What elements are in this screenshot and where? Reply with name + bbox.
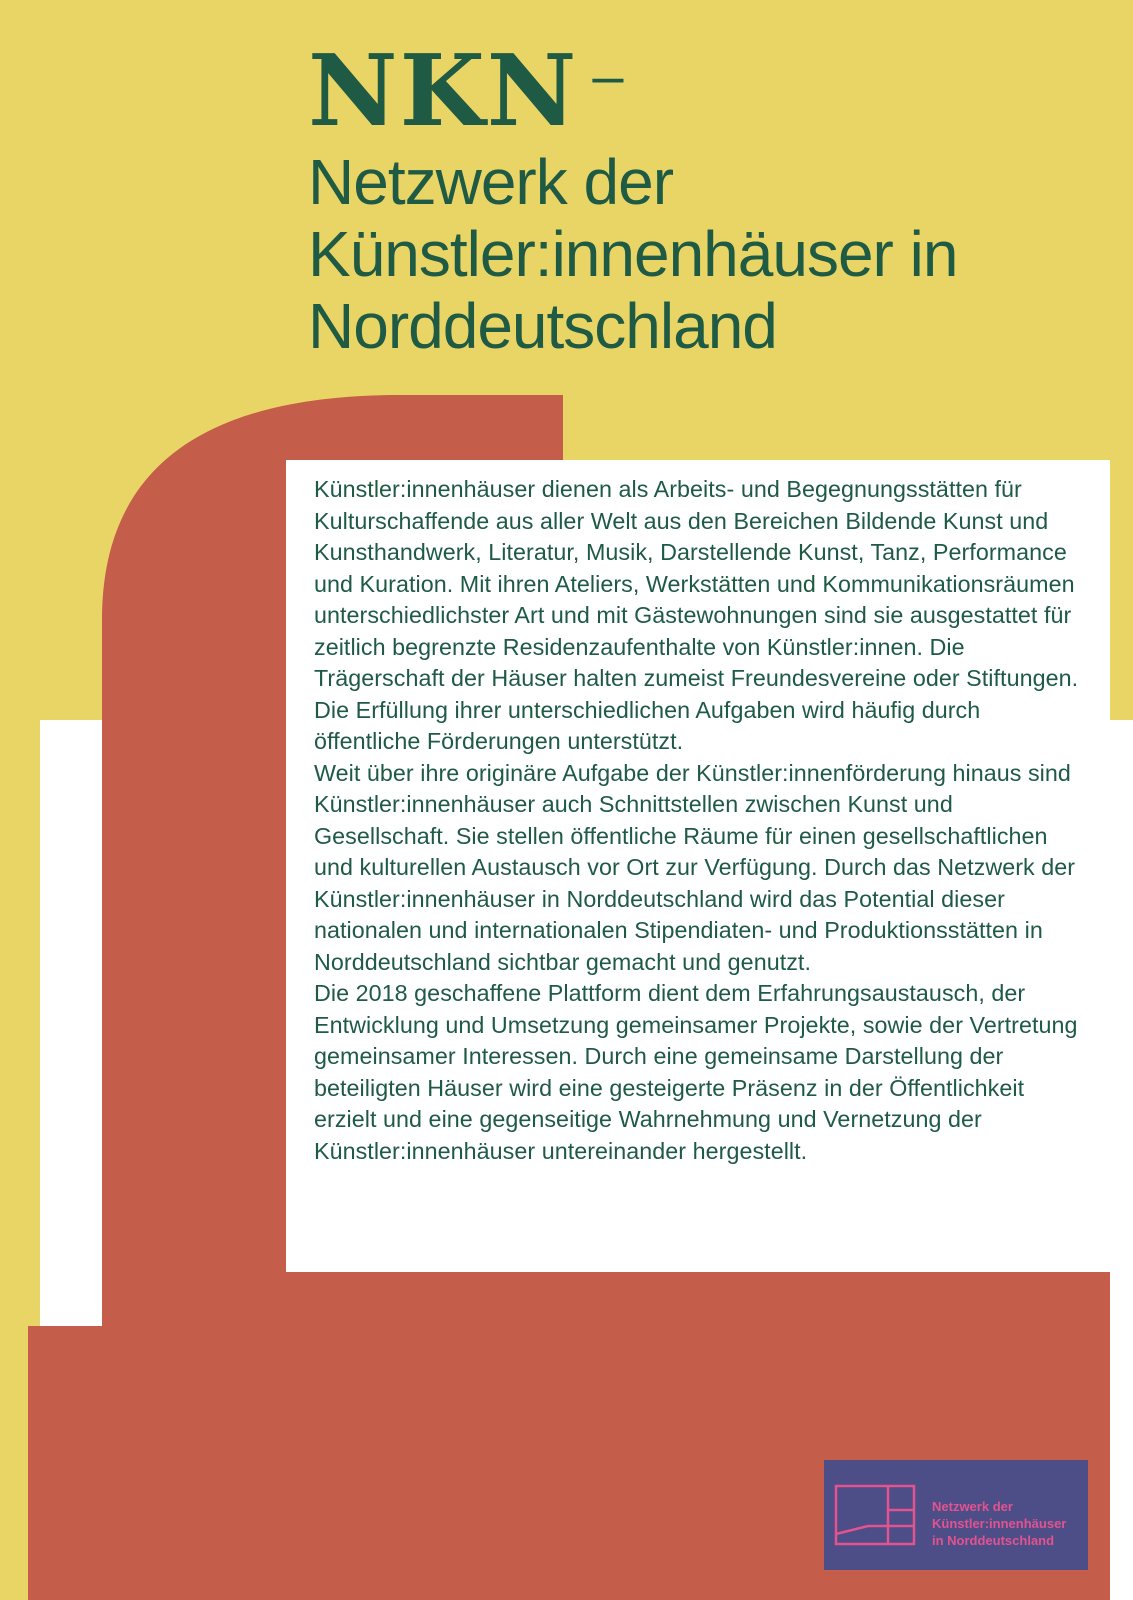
- title-acronym: NKN: [308, 34, 579, 149]
- title-line: [308, 34, 957, 149]
- body-paragraph-3: Die 2018 geschaffene Plattform dient dem Erfahrungsaustausch, der Entwicklung und Umsetzung gemeinsamer Projekte, sowie der Vertretung gemeinsamer Interessen. Durch eine gemeinsame Darstellung der beteiligten Häuser wird eine gesteigerte Präsenz in der Öffentlichkeit erzielt und eine gegenseitige Wahrnehmung und Vernetzung der Künstler:innenhäuser untereinander hergestellt.: [314, 980, 1078, 1164]
- house-outline-icon: [834, 1484, 916, 1548]
- terracotta-step: [28, 1326, 108, 1600]
- nkn-logo: [824, 1460, 1088, 1570]
- subtitle: [308, 146, 957, 362]
- logo-text: [932, 1498, 1066, 1549]
- subtitle-line-2: Künstler:innenhäuser in: [308, 218, 958, 290]
- title-dash: –: [592, 44, 624, 107]
- subtitle-line-3: Norddeutschland: [308, 290, 777, 362]
- text-card: [286, 460, 1110, 1272]
- subtitle-line-1: Netzwerk der: [308, 146, 673, 218]
- body-paragraph-1: Künstler:innenhäuser dienen als Arbeits- und Begegnungsstätten für Kulturschaffende aus aller Welt aus den Bereichen Bildende Kunst und Kunsthandwerk, Literatur, Musik, Darstellende Kunst, Tanz, Performance und Kuration. Mit ihren Ateliers, Werkstätten und Kommunikationsräumen unterschiedlichster Art und mit Gästewohnungen sind sie ausgestattet für zeitlich begrenzte Residenzaufenthalte von Künstler:innen. Die Trägerschaft der Häuser halten zumeist Freundesvereine oder Stiftungen. Die Erfüllung ihrer unterschiedlichen Aufgaben wird häufig durch öffentliche Förderungen unterstützt.: [314, 476, 1079, 754]
- logo-text-line-2: Künstler:innenhäuser: [932, 1516, 1067, 1531]
- title-block: [308, 34, 958, 362]
- logo-text-line-3: in Norddeutschland: [932, 1533, 1055, 1548]
- logo-text-line-1: Netzwerk der: [932, 1499, 1013, 1514]
- body-paragraph-2: Weit über ihre originäre Aufgabe der Künstler:innenförderung hinaus sind Künstler:innenhäuser auch Schnittstellen zwischen Kunst und Gesellschaft. Sie stellen öffentliche Räume für einen gesellschaftlichen und kulturellen Austausch vor Ort zur Verfügung. Durch das Netzwerk der Künstler:innenhäuser in Norddeutschland wird das Potential dieser nationalen und internationalen Stipendiaten- und Produktionsstätten in Norddeutschland sichtbar gemacht und genutzt.: [314, 759, 1076, 975]
